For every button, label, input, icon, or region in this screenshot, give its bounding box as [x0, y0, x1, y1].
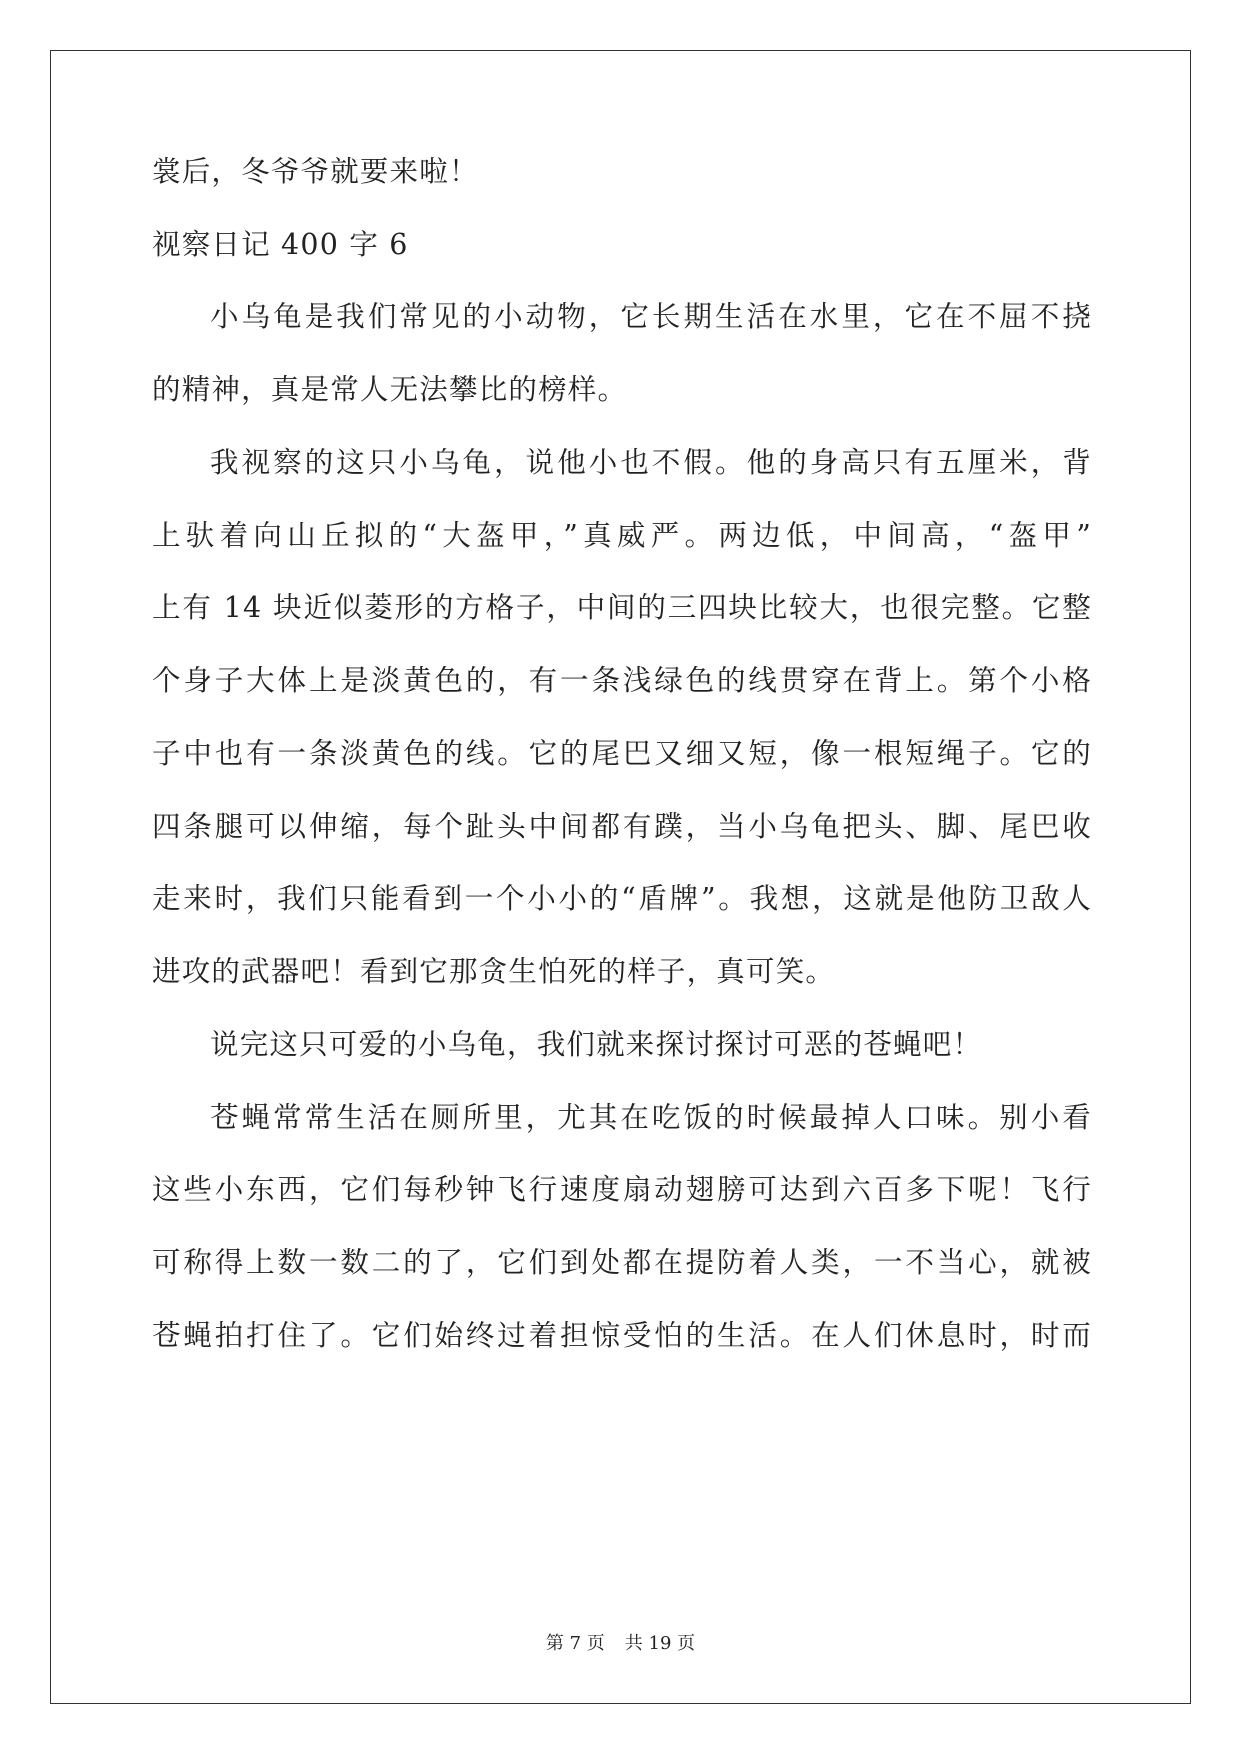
paragraph-line: 四条腿可以伸缩，每个趾头中间都有蹼，当小乌龟把头、脚、尾巴收: [152, 810, 1092, 843]
page-number: 第 7 页: [545, 1633, 605, 1654]
paragraph-line: 子中也有一条淡黄色的线。它的尾巴又细又短，像一根短绳子。它的: [152, 737, 1092, 770]
paragraph-line: 个身子大体上是淡黄色的，有一条浅绿色的线贯穿在背上。第个小格: [152, 664, 1092, 697]
page-total: 共 19 页: [624, 1633, 696, 1654]
paragraph-line: 上驮着向山丘拟的“大盔甲，”真威严。两边低，中间高，“盔甲”: [152, 519, 1092, 552]
paragraph-line: 说完这只可爱的小乌龟，我们就来探讨探讨可恶的苍蝇吧！: [210, 1028, 983, 1061]
text-line: 裳后，冬爷爷就要来啦！: [152, 155, 479, 188]
paragraph-line: 走来时，我们只能看到一个小小的“盾牌”。我想，这就是他防卫敌人: [152, 882, 1092, 915]
section-heading: 视察日记 400 字 6: [152, 228, 409, 261]
paragraph-line: 这些小东西，它们每秒钟飞行速度扇动翅膀可达到六百多下呢！飞行: [152, 1173, 1092, 1206]
paragraph-line: 苍蝇拍打住了。它们始终过着担惊受怕的生活。在人们休息时，时而: [152, 1319, 1092, 1352]
page-footer: [0, 1632, 1241, 1656]
paragraph-line: 苍蝇常常生活在厕所里，尤其在吃饭的时候最掉人口味。别小看: [210, 1101, 1092, 1134]
paragraph-line: 我视察的这只小乌龟，说他小也不假。他的身高只有五厘米，背: [210, 446, 1092, 479]
paragraph-line: 进攻的武器吧！看到它那贪生怕死的样子，真可笑。: [152, 955, 836, 988]
paragraph-line: 小乌龟是我们常见的小动物，它长期生活在水里，它在不屈不挠: [210, 300, 1092, 333]
paragraph-line: 的精神，真是常人无法攀比的榜样。: [152, 373, 628, 406]
paragraph-line: 上有 14 块近似菱形的方格子，中间的三四块比较大，也很完整。它整: [152, 591, 1092, 624]
paragraph-line: 可称得上数一数二的了，它们到处都在提防着人类，一不当心，就被: [152, 1246, 1092, 1279]
